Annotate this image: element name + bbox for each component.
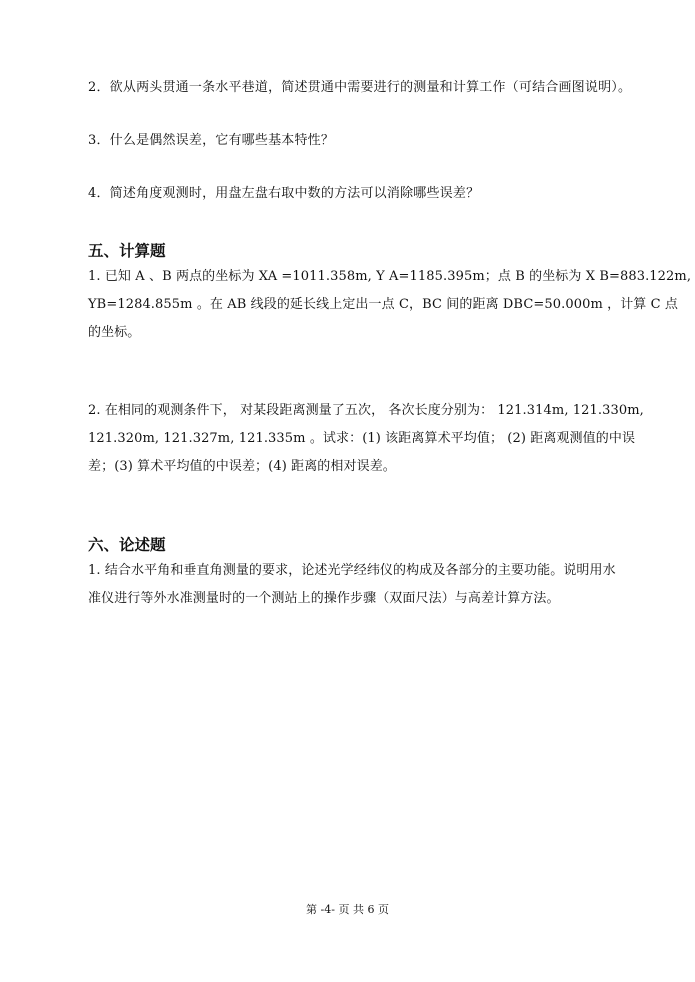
question-calc-2-line-3: 差；(3) 算术平均值的中误差；(4) 距离的相对误差。 <box>88 459 396 474</box>
section-heading-discussion: 六、论述题 <box>88 536 166 554</box>
question-short-4: 4．简述角度观测时，用盘左盘右取中数的方法可以消除哪些误差？ <box>88 186 480 201</box>
section-heading-calculation: 五、计算题 <box>88 242 166 260</box>
question-calc-1-line-1: 1. 已知 A 、B 两点的坐标为 XA =1011.358m, Y A=1185.395m；点 B 的坐标为 X B=883.122m, <box>88 269 692 284</box>
question-calc-1 <box>88 263 692 347</box>
page-number-footer: 第 -4- 页 共 6 页 <box>306 903 389 916</box>
question-calc-2-line-1: 2. 在相同的观测条件下， 对某段距离测量了五次， 各次长度分别为： 121.314m, 121.330m, <box>88 403 644 418</box>
question-calc-1-line-2: YB=1284.855m 。在 AB 线段的延长线上定出一点 C，BC 间的距离 DBC=50.000m ，计算 C 点 <box>88 297 679 312</box>
question-calc-2 <box>88 397 673 481</box>
question-discussion-1 <box>88 557 673 613</box>
question-short-2: 2．欲从两头贯通一条水平巷道，简述贯通中需要进行的测量和计算工作（可结合画图说明）。 <box>88 80 632 95</box>
question-discussion-1-line-2: 准仪进行等外水准测量时的一个测站上的操作步骤（双面尺法）与高差计算方法。 <box>88 591 560 606</box>
question-calc-2-line-2: 121.320m, 121.327m, 121.335m 。试求：(1) 该距离算术平均值； (2) 距离观测值的中误 <box>88 431 636 446</box>
question-short-3: 3．什么是偶然误差，它有哪些基本特性？ <box>88 133 335 148</box>
question-discussion-1-line-1: 1. 结合水平角和垂直角测量的要求，论述光学经纬仪的构成及各部分的主要功能。说明用水 <box>88 563 616 578</box>
question-calc-1-line-3: 的坐标。 <box>88 325 141 340</box>
